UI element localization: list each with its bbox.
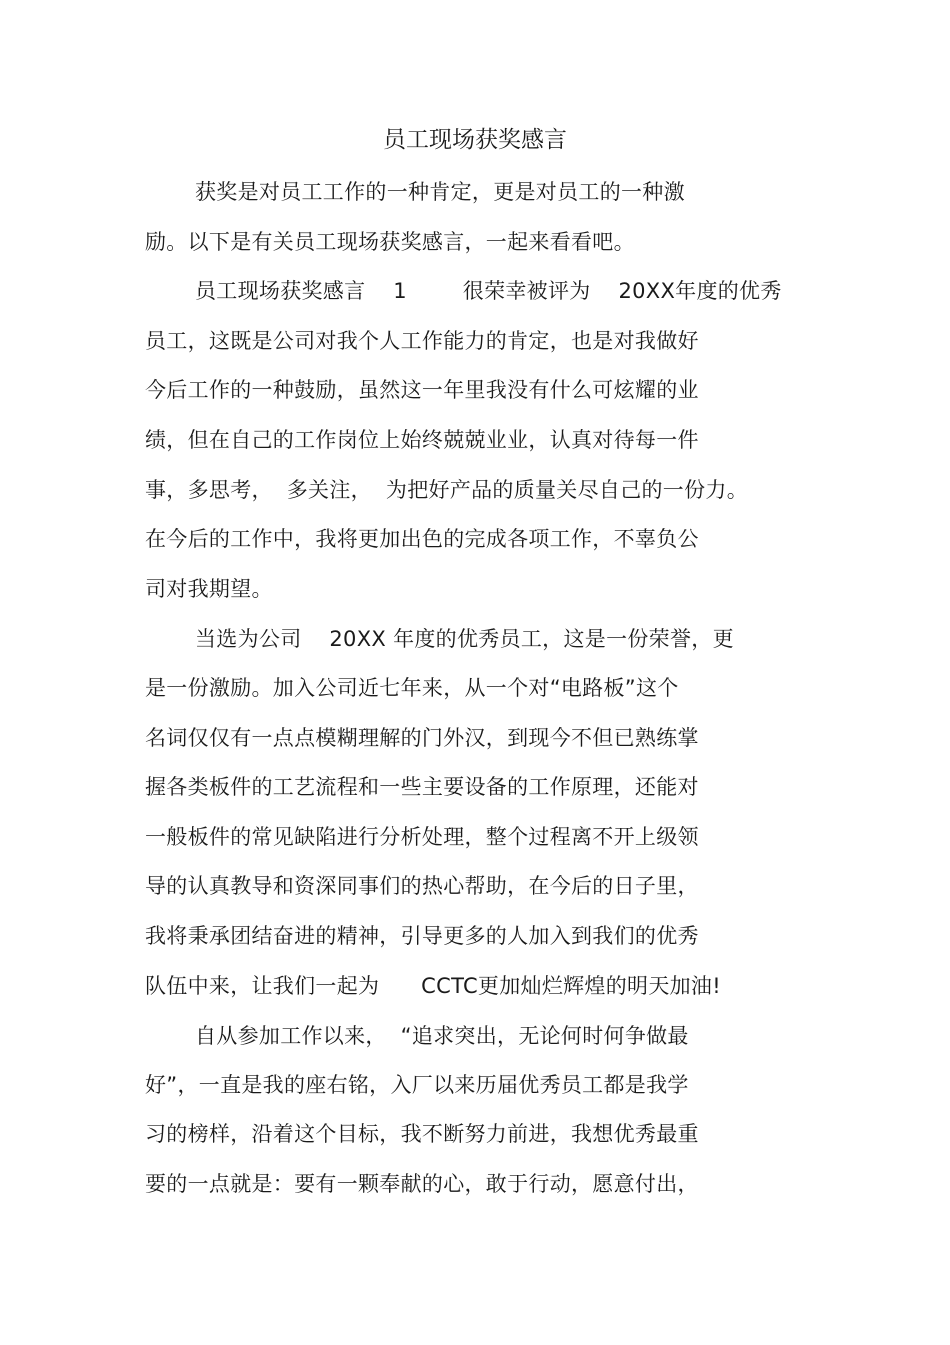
paragraph-line: 司对我期望。 (145, 577, 273, 601)
paragraph-line: 是一份激励。加入公司近七年来，从一个对“电路板”这个 (145, 676, 679, 700)
paragraph-line: 一般板件的常见缺陷进行分析处理，整个过程离不开上级领 (145, 825, 699, 849)
paragraph-line: 绩，但在自己的工作岗位上始终兢兢业业，认真对待每一件 (145, 428, 699, 452)
paragraph-line: 名词仅仅有一点点模糊理解的门外汉，到现今不但已熟练掌 (145, 726, 699, 750)
paragraph-line: 员工现场获奖感言 1 很荣幸被评为 20XX年度的优秀 (195, 279, 782, 303)
paragraph-line: 事，多思考， 多关注， 为把好产品的质量关尽自己的一份力。 (145, 478, 748, 502)
paragraph-line: 好”，一直是我的座右铭，入厂以来历届优秀员工都是我学 (145, 1073, 689, 1097)
paragraph-line: 员工，这既是公司对我个人工作能力的肯定，也是对我做好 (145, 329, 699, 353)
paragraph-line: 我将秉承团结奋进的精神，引导更多的人加入到我们的优秀 (145, 924, 699, 948)
paragraph-line: 导的认真教导和资深同事们的热心帮助，在今后的日子里， (145, 874, 699, 898)
paragraph-line: 习的榜样，沿着这个目标，我不断努力前进，我想优秀最重 (145, 1122, 699, 1146)
paragraph-line: 在今后的工作中，我将更加出色的完成各项工作，不辜负公 (145, 527, 699, 551)
paragraph-line: 当选为公司 20XX 年度的优秀员工，这是一份荣誉，更 (195, 627, 734, 651)
paragraph-line: 自从参加工作以来， “追求突出，无论何时何争做最 (195, 1024, 689, 1048)
paragraph-line: 要的一点就是：要有一颗奉献的心，敢于行动，愿意付出， (145, 1172, 699, 1196)
paragraph-line: 励。以下是有关员工现场获奖感言，一起来看看吧。 (145, 230, 635, 254)
paragraph-line: 今后工作的一种鼓励，虽然这一年里我没有什么可炫耀的业 (145, 378, 699, 402)
document-title: 员工现场获奖感言 (383, 127, 567, 153)
paragraph-line: 队伍中来，让我们一起为 CCTC更加灿烂辉煌的明天加油! (145, 974, 721, 998)
paragraph-line: 获奖是对员工工作的一种肯定，更是对员工的一种激 (195, 180, 685, 204)
paragraph-line: 握各类板件的工艺流程和一些主要设备的工作原理，还能对 (145, 775, 699, 799)
